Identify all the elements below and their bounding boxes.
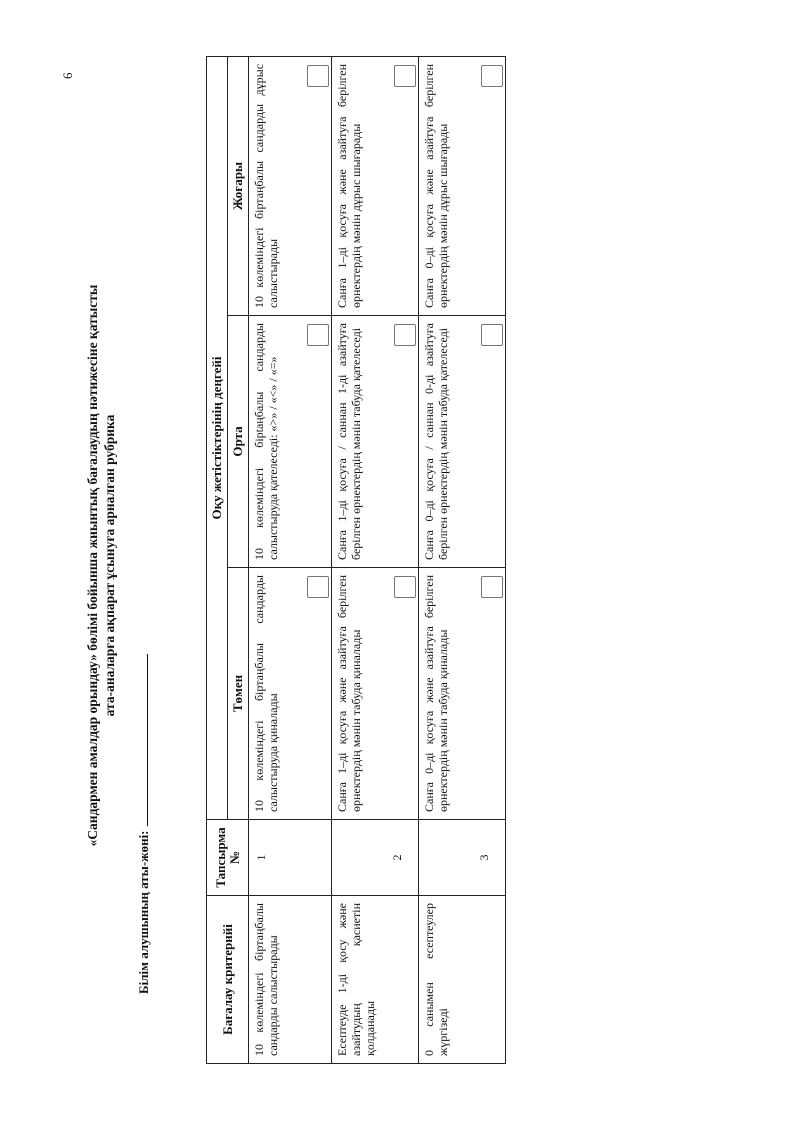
table-row — [249, 56, 332, 1063]
level-high-cell — [419, 56, 506, 315]
checkbox[interactable] — [481, 65, 503, 87]
level-mid-cell — [249, 316, 332, 568]
header-high: Жоғары — [228, 56, 249, 315]
level-mid-text: Санға 0–ді қосуға / саннан 0-ді азайтуға берілген өрнектердің мәнін табуда қателеседі — [422, 323, 450, 560]
task-number-cell: 1 — [249, 820, 332, 896]
checkbox[interactable] — [481, 576, 503, 598]
level-low-cell — [419, 568, 506, 820]
criterion-cell: Есептеуде 1-ді қосу және азайтудың қасиетін қолданады — [332, 896, 419, 1064]
level-mid-cell — [332, 316, 419, 568]
level-low-text: 10 көлеміндегі біртаңбалы сандарды салыстыруда қиналады — [252, 575, 280, 812]
level-mid-text: Санға 1–ді қосуға / саннан 1-ді азайтуға берілген өрнектердің мәнін табуда қателеседі — [335, 323, 363, 560]
checkbox[interactable] — [307, 324, 329, 346]
checkbox[interactable] — [481, 324, 503, 346]
level-low-text: Санға 1–ді қосуға және азайтуға берілген өрнектердің мәнін табуда қиналады — [335, 575, 363, 812]
student-name-blank-line[interactable] — [135, 654, 148, 826]
document-title-line-2: ата-аналарға ақпарат ұсынуға арналған рубрика — [102, 414, 117, 717]
table-row — [332, 56, 419, 1063]
student-name-label: Білім алушының аты-жөні: — [136, 830, 151, 994]
page-number: 6 — [60, 72, 75, 79]
header-levels: Оқу жетістіктерінің деңгейі — [207, 56, 228, 819]
level-high-cell — [332, 56, 419, 315]
header-low: Төмен — [228, 568, 249, 820]
checkbox[interactable] — [394, 576, 416, 598]
task-number-cell: 3 — [419, 820, 506, 896]
table-row — [419, 56, 506, 1063]
header-criterion: Бағалау критерийі — [207, 896, 249, 1064]
level-mid-cell — [419, 316, 506, 568]
level-high-cell — [249, 56, 332, 315]
header-task-no: Тапсырма № — [207, 820, 249, 896]
criterion-cell: 10 көлеміндегі біртаңбалы сандарды салыстырады — [249, 896, 332, 1064]
level-low-cell — [249, 568, 332, 820]
level-high-text: 10 көлеміндегі біртаңбалы сандарды дұрыс салыстырады — [252, 63, 280, 308]
checkbox[interactable] — [307, 576, 329, 598]
document-title-line-1: «Сандармен амалдар орындау» бөлімі бойынша жиынтық бағалаудың нәтижесіне қатысты — [85, 284, 100, 847]
checkbox[interactable] — [394, 65, 416, 87]
level-high-text: Санға 1–ді қосуға және азайтуға берілген өрнектердің мәнін дұрыс шығарады — [335, 63, 363, 308]
task-number-cell: 2 — [332, 820, 419, 896]
level-low-cell — [332, 568, 419, 820]
header-mid: Орта — [228, 316, 249, 568]
level-high-text: Санға 0–ді қосуға және азайтуға берілген өрнектердің мәнін дұрыс шығарады — [422, 63, 450, 308]
level-low-text: Санға 0–ді қосуға және азайтуға берілген өрнектердің мәнін табуда қиналады — [422, 575, 450, 812]
student-name-field[interactable] — [135, 654, 152, 994]
rubric-table — [206, 56, 506, 1064]
criterion-cell: 0 санымен есептеулер жүргізеді — [419, 896, 506, 1064]
checkbox[interactable] — [394, 324, 416, 346]
level-mid-text: 10 көлеміндегі бірtаңбалы сандарды салыстыруда қателеседі: «>» / «<» / «=» — [252, 323, 280, 560]
checkbox[interactable] — [307, 65, 329, 87]
